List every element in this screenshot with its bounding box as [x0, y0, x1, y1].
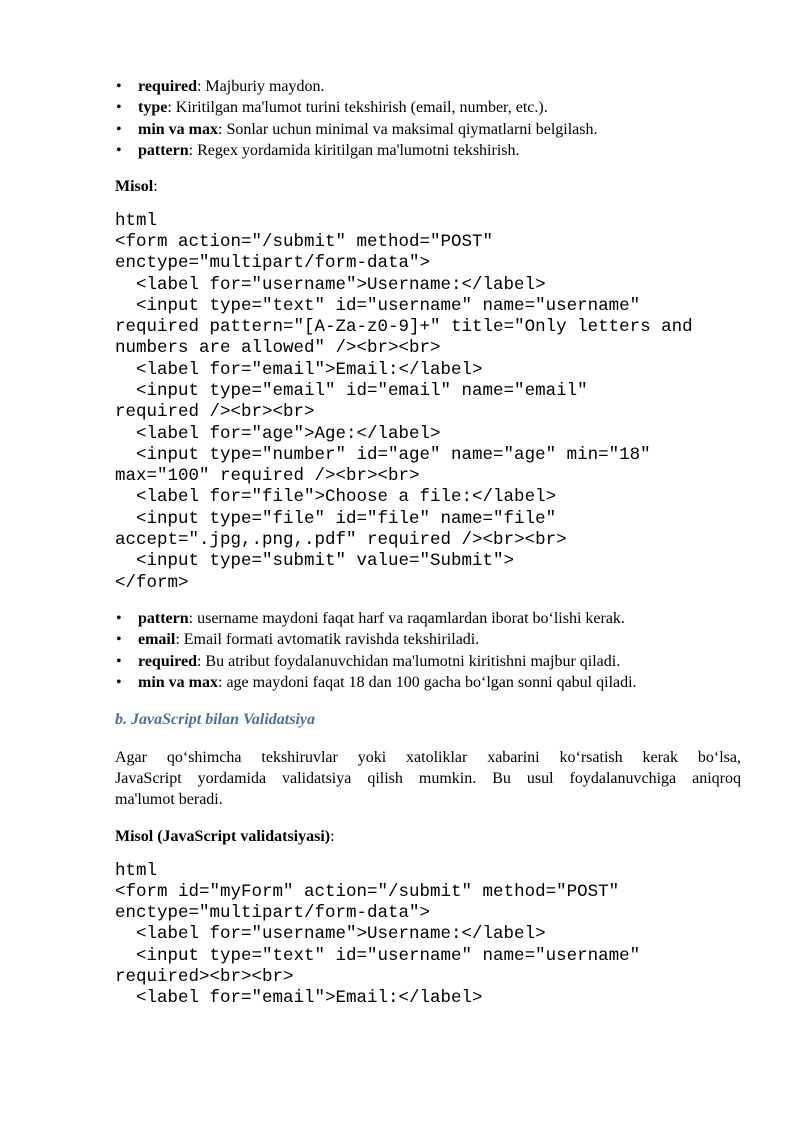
code-line: required pattern="[A-Za-z0-9]+" title="Only letters and	[115, 317, 693, 338]
bullet-icon: •	[116, 609, 122, 627]
list-item-text: : username maydoni faqat harf va raqamlardan iborat bo‘lishi kerak.	[188, 609, 625, 627]
code-line: enctype="multipart/form-data">	[115, 253, 431, 274]
paragraph-line: JavaScript yordamida validatsiya qilish mumkin. Bu usul foydalanuvchiga aniqroq	[115, 769, 741, 787]
code-line: <input type="email" id="email" name="email"	[136, 381, 588, 401]
code-line: required /><br><br>	[115, 402, 315, 423]
code-line: html	[115, 860, 158, 881]
list-item	[115, 97, 741, 118]
bullet-icon: •	[116, 99, 122, 117]
code-line: <label for="username">Username:</label>	[136, 924, 546, 945]
code-line: max="100" required /><br><br>	[115, 466, 420, 487]
list-item	[115, 119, 741, 140]
list-item-text: : Kiritilgan ma'lumot turini tekshirish (email, number, etc.).	[167, 99, 548, 117]
list-item-term: required	[138, 78, 197, 95]
list-item	[115, 629, 741, 650]
code-line: required><br><br>	[115, 967, 294, 988]
list-item-text: : Regex yordamida kiritilgan ma'lumotni tekshirish.	[188, 142, 520, 160]
code-line: <label for="age">Age:</label>	[136, 423, 441, 444]
code-line: <label for="email">Email:</label>	[136, 359, 483, 380]
list-item-term: email	[138, 631, 176, 649]
code-line: accept=".jpg,.png,.pdf" required /><br><br>	[115, 530, 567, 551]
code-line: html	[115, 210, 158, 231]
bullet-icon: •	[116, 674, 122, 692]
attribute-list-top	[115, 76, 741, 162]
bullet-icon: •	[116, 78, 122, 95]
example-label-suffix: :	[330, 827, 335, 845]
list-item	[115, 140, 741, 161]
list-item-term: type	[138, 99, 168, 117]
list-item	[115, 651, 741, 672]
list-item-term: pattern	[138, 609, 189, 627]
paragraph-line: Agar qo‘shimcha tekshiruvlar yoki xatoliklar xabarini ko‘rsatish kerak bo‘lsa,	[115, 748, 741, 766]
list-item-text: : Majburiy maydon.	[196, 78, 325, 95]
example-label-text: Misol (JavaScript validatsiyasi)	[115, 827, 331, 845]
example-label	[115, 826, 741, 847]
list-item-text: : age maydoni faqat 18 dan 100 gacha bo‘lgan sonni qabul qiladi.	[218, 674, 637, 692]
list-item-term: pattern	[138, 142, 189, 160]
code-block-2	[115, 861, 741, 1010]
section-heading: b. JavaScript bilan Validatsiya	[115, 710, 316, 728]
code-line: <input type="file" id="file" name="file"	[136, 508, 557, 529]
list-item	[115, 76, 741, 97]
paragraph-line: ma'lumot beradi.	[115, 790, 223, 808]
code-line: enctype="multipart/form-data">	[115, 903, 431, 924]
list-item-text: : Sonlar uchun minimal va maksimal qiymatlarni belgilash.	[218, 120, 598, 138]
list-item-term: min va max	[138, 120, 218, 138]
list-item-term: min va max	[138, 674, 218, 692]
code-line: </form>	[115, 572, 189, 593]
code-line: <input type="text" id="username" name="username"	[136, 295, 641, 316]
list-item	[115, 608, 741, 629]
list-item-text: : Bu atribut foydalanuvchidan ma'lumotni kiritishni majbur qiladi.	[196, 652, 621, 670]
attribute-list-bottom	[115, 608, 741, 694]
code-line: <input type="number" id="age" name="age" min="18"	[136, 444, 651, 465]
code-line: <form id="myForm" action="/submit" method="POST"	[115, 881, 620, 902]
paragraph	[115, 747, 741, 810]
code-line: <label for="email">Email:</label>	[136, 988, 483, 1009]
code-line: <input type="submit" value="Submit">	[136, 551, 515, 572]
document-page	[115, 76, 741, 1010]
code-line: <form action="/submit" method="POST"	[115, 231, 494, 252]
bullet-icon: •	[116, 120, 122, 138]
list-item	[115, 672, 741, 693]
list-item-text: : Email formati avtomatik ravishda tekshiriladi.	[175, 631, 480, 649]
bullet-icon: •	[116, 142, 122, 160]
code-line: <label for="username">Username:</label>	[136, 274, 546, 295]
bullet-icon: •	[116, 631, 122, 649]
list-item-term: required	[138, 652, 197, 670]
code-block-1	[115, 211, 741, 594]
bullet-icon: •	[116, 652, 122, 670]
code-line: numbers are allowed" /><br><br>	[115, 338, 441, 359]
code-line: <label for="file">Choose a file:</label>	[136, 487, 557, 508]
example-label-suffix: :	[153, 177, 158, 195]
example-label-text: Misol	[115, 177, 154, 195]
example-label	[115, 176, 741, 197]
code-line: <input type="text" id="username" name="username"	[136, 945, 641, 966]
